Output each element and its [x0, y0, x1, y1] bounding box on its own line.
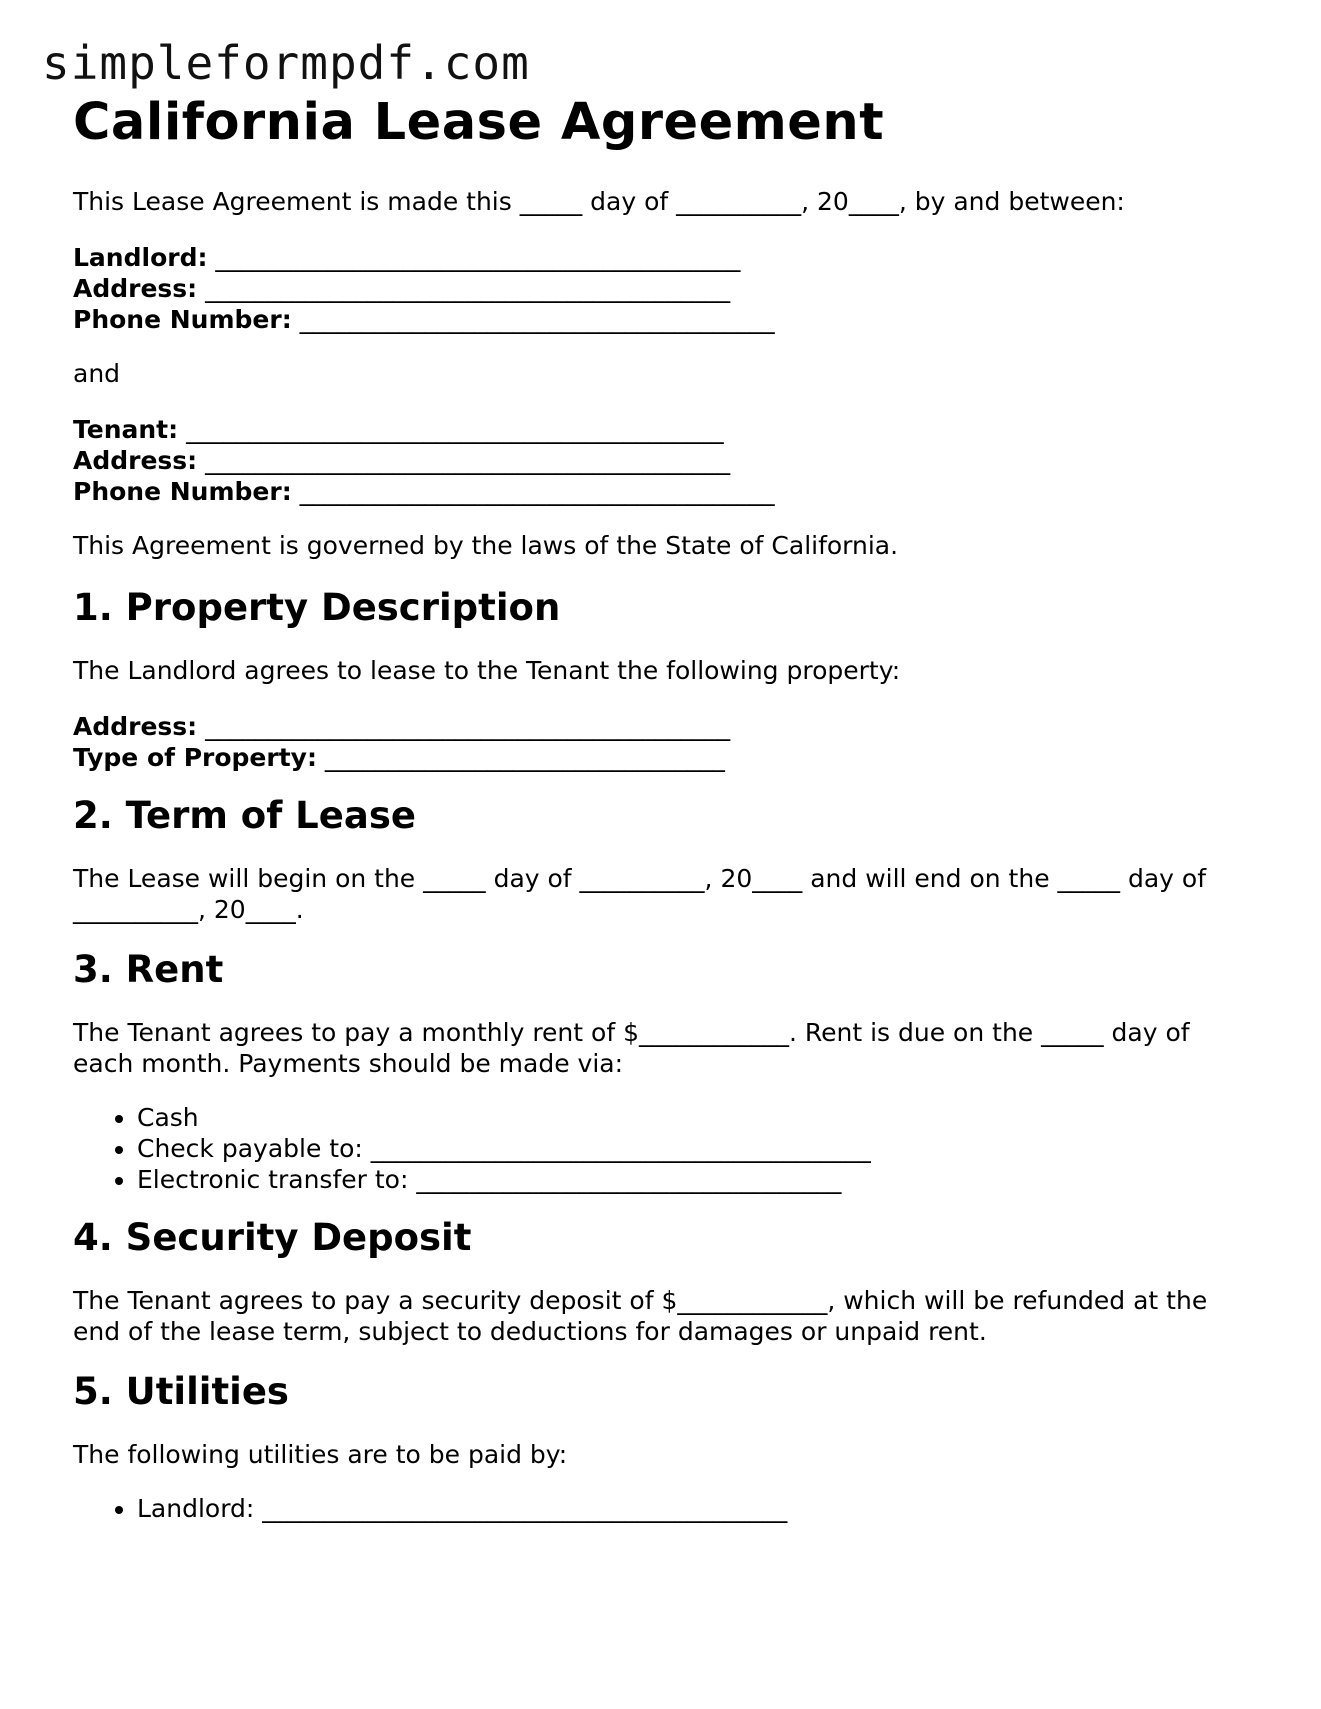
field-blank[interactable]: __________________________________________	[205, 274, 731, 303]
section-heading-rent: 3. Rent	[73, 948, 224, 991]
list-item: • Landlord: __________________________________________	[137, 1493, 1253, 1524]
field-label: Landlord:	[73, 243, 208, 272]
property-type-field[interactable]	[73, 742, 1253, 773]
list-item: • Electronic transfer to: __________________________________	[137, 1164, 1253, 1195]
deposit-text: The Tenant agrees to pay a security deposit of $____________, which will be refunded at the end of the lease term, subject to deductions for damages or unpaid rent.	[73, 1286, 1208, 1346]
watermark: simpleformpdf.com	[42, 36, 530, 90]
tenant-fields	[73, 414, 1253, 507]
field-blank[interactable]: __________________________________________	[205, 446, 731, 475]
payment-methods-list	[73, 1102, 1253, 1195]
section-heading-deposit: 4. Security Deposit	[73, 1216, 472, 1259]
field-label: Phone Number:	[73, 477, 292, 506]
field-blank[interactable]: __________________________________________	[205, 712, 731, 741]
field-blank[interactable]: __________________________________________	[215, 243, 741, 272]
utilities-text: The following utilities are to be paid by:	[73, 1440, 568, 1469]
intro-paragraph: This Lease Agreement is made this _____ day of __________, 20____, by and between:	[73, 187, 1125, 216]
list-item: • Cash	[137, 1102, 1253, 1133]
field-label: Tenant:	[73, 415, 179, 444]
term-text: The Lease will begin on the _____ day of __________, 20____ and will end on the _____ day of __________, 20____.	[73, 864, 1206, 924]
and-text: and	[73, 359, 121, 388]
field-label: Phone Number:	[73, 305, 292, 334]
field-blank[interactable]: ______________________________________	[299, 305, 775, 334]
property-fields	[73, 711, 1253, 773]
field-blank[interactable]: ________________________________	[324, 743, 725, 772]
landlord-name-field[interactable]	[73, 242, 1253, 273]
field-blank[interactable]: ______________________________________	[299, 477, 775, 506]
property-address-field[interactable]	[73, 711, 1253, 742]
document-title: California Lease Agreement	[73, 93, 885, 152]
field-label: Type of Property:	[73, 743, 317, 772]
field-label: Address:	[73, 274, 198, 303]
field-label: Address:	[73, 446, 198, 475]
field-label: Address:	[73, 712, 198, 741]
rent-text: The Tenant agrees to pay a monthly rent of $____________. Rent is due on the _____ day of each month. Payments should be made via:	[73, 1018, 1190, 1078]
landlord-fields	[73, 242, 1253, 335]
section-heading-utilities: 5. Utilities	[73, 1370, 289, 1413]
section-heading-property: 1. Property Description	[73, 586, 561, 629]
governing-law-text: This Agreement is governed by the laws of the State of California.	[73, 531, 899, 560]
landlord-phone-field[interactable]	[73, 304, 1253, 335]
property-text: The Landlord agrees to lease to the Tenant the following property:	[73, 656, 901, 685]
document	[73, 93, 1253, 1524]
list-item: • Check payable to: ________________________________________	[137, 1133, 1253, 1164]
tenant-phone-field[interactable]	[73, 476, 1253, 507]
tenant-address-field[interactable]	[73, 445, 1253, 476]
landlord-address-field[interactable]	[73, 273, 1253, 304]
section-heading-term: 2. Term of Lease	[73, 794, 416, 837]
field-blank[interactable]: ___________________________________________	[186, 415, 724, 444]
utilities-list	[73, 1493, 1253, 1524]
tenant-name-field[interactable]	[73, 414, 1253, 445]
